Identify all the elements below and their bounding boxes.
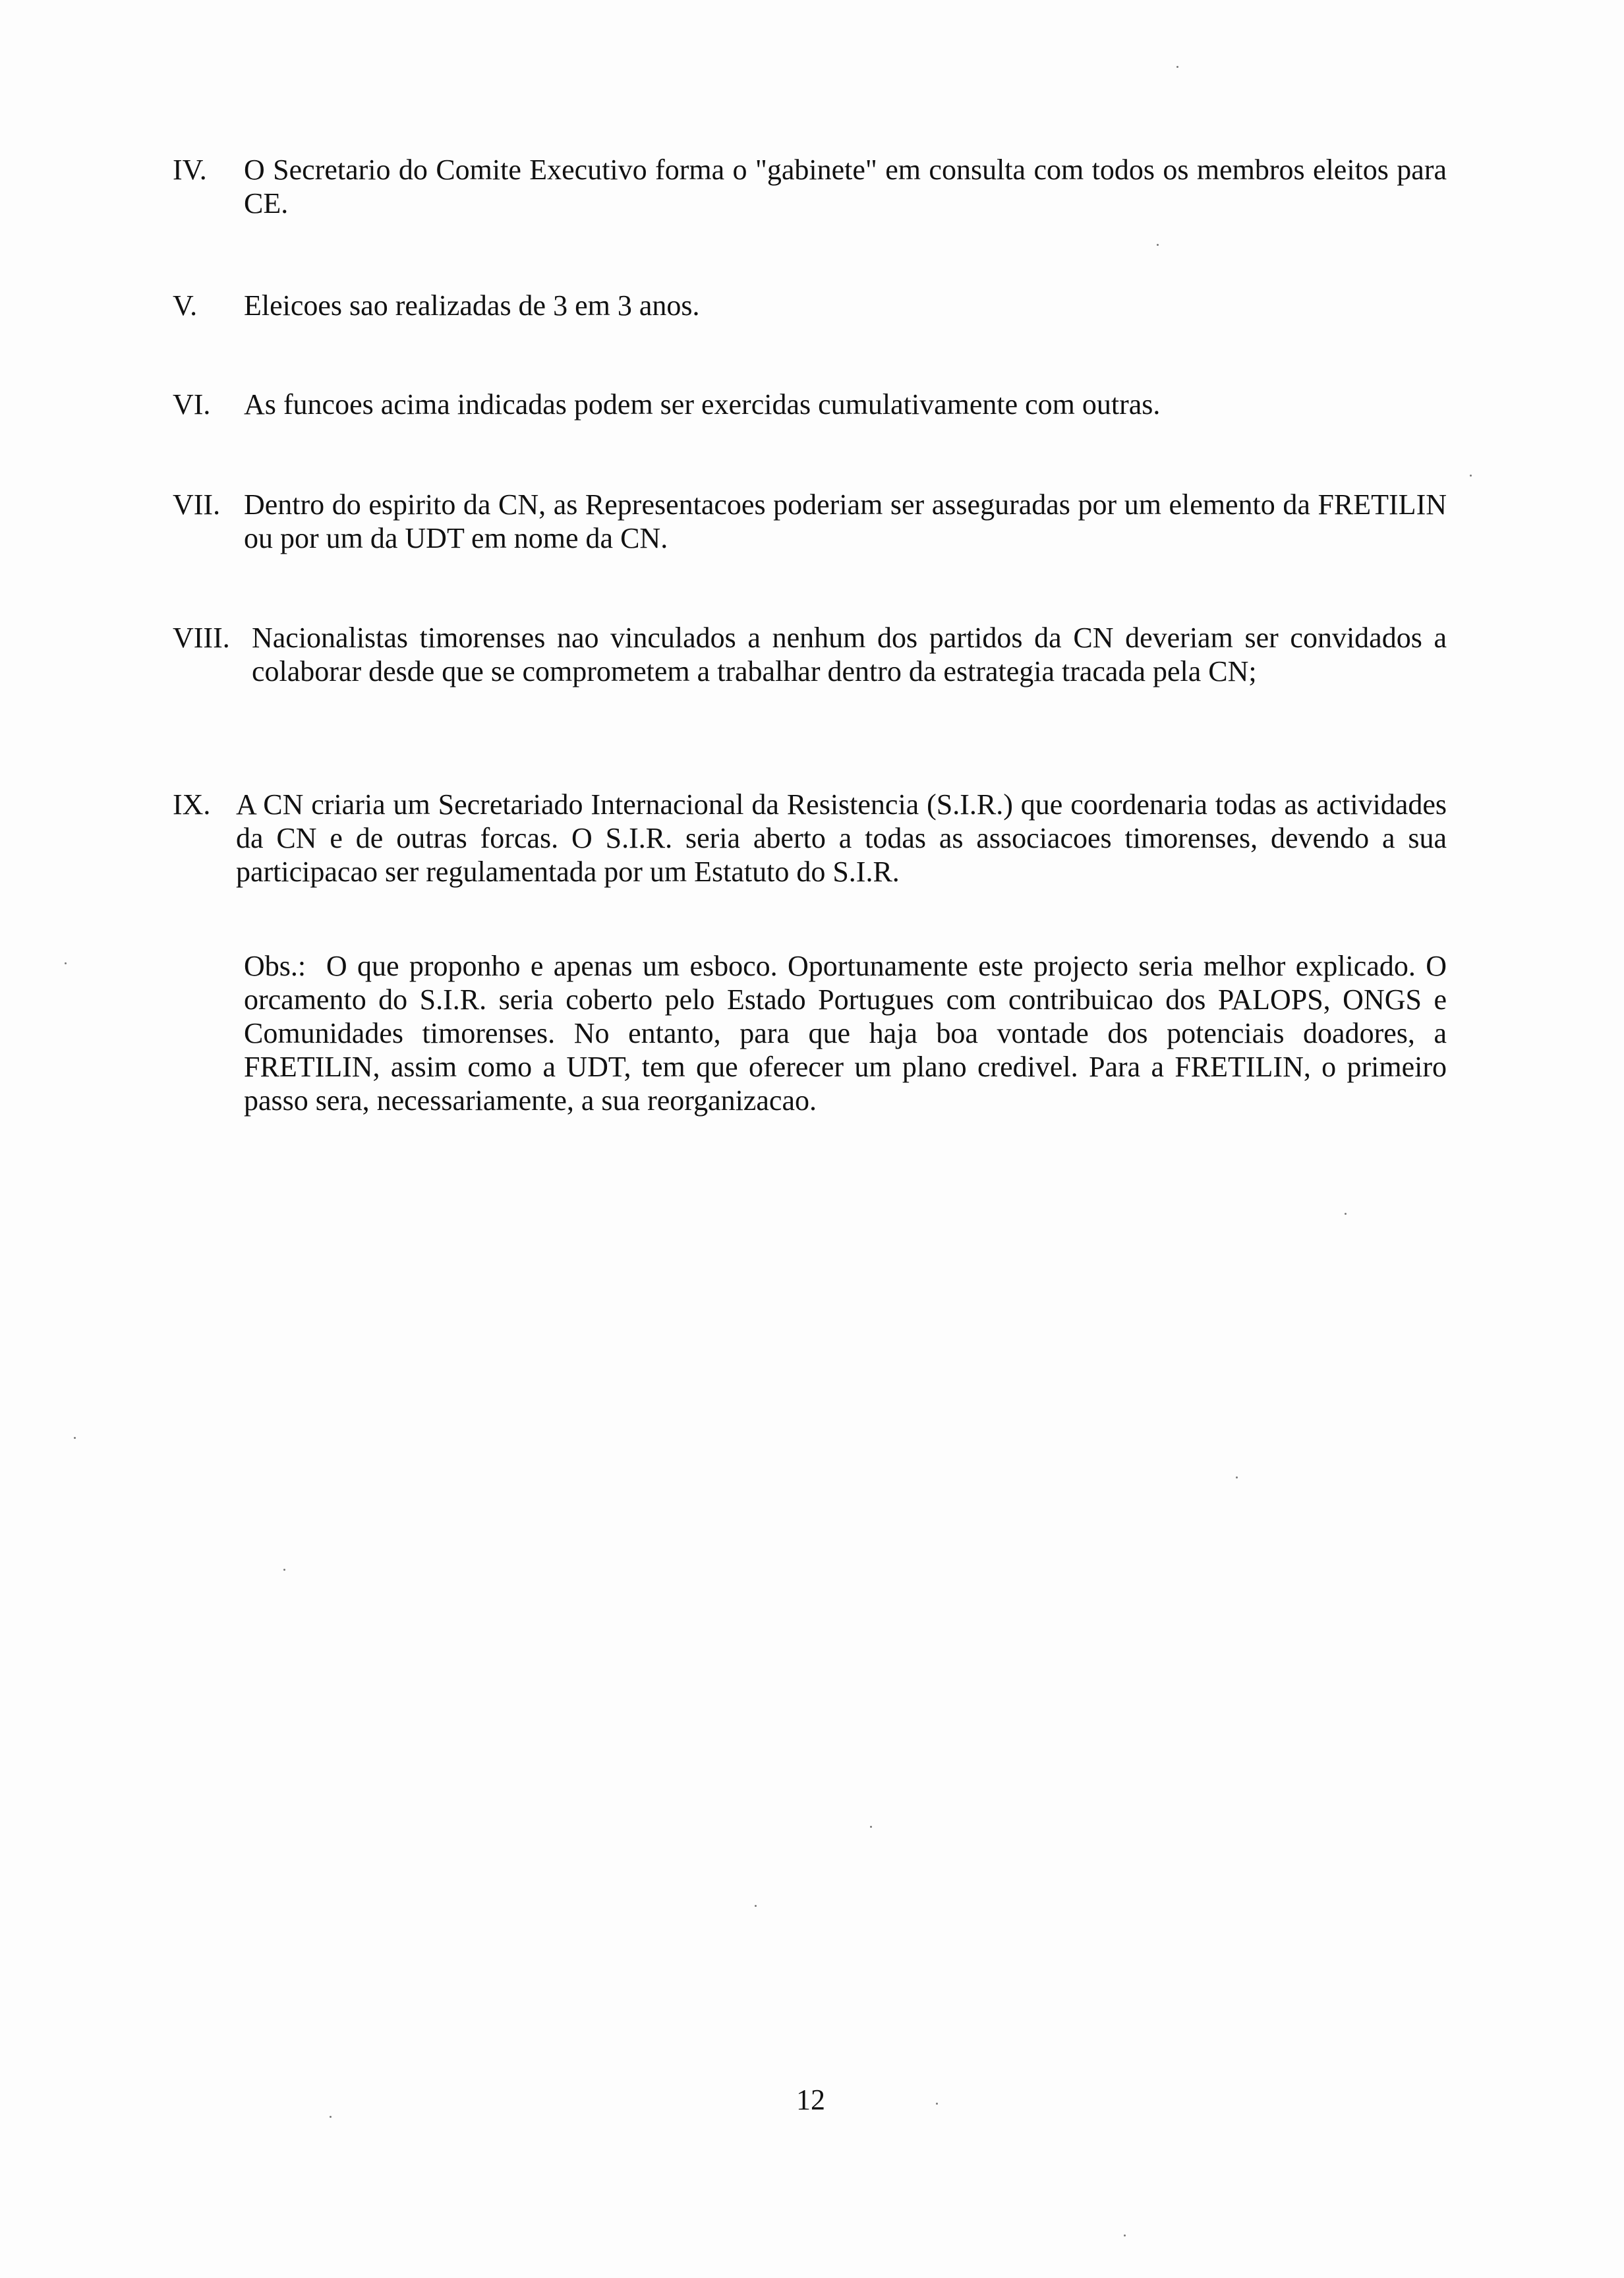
item-numeral: VIII.	[173, 622, 230, 654]
item-numeral: VII.	[173, 488, 221, 521]
scan-speck	[1124, 2234, 1126, 2236]
scan-speck	[1157, 244, 1159, 246]
scan-speck	[65, 962, 67, 964]
observation-text: O que proponho e apenas um esboco. Oportunamente este projecto seria melhor explicado. O orcamento do S.I.R. seria coberto pelo Estado Portugues com contribuicao dos PALOPS, ONGS e Comunidades timorenses. No entanto, para que haja boa vontade dos potenciais doadores, a FRETILIN, assim como a UDT, tem que oferecer um plano credivel. Para a FRETILIN, o primeiro passo sera, necessariamente, a sua reorganizacao.	[244, 950, 1447, 1117]
scan-speck	[1176, 66, 1178, 68]
item-text: O Secretario do Comite Executivo forma o "gabinete" em consulta com todos os membros eleitos para CE.	[244, 154, 1447, 219]
scan-speck	[283, 1569, 285, 1571]
scan-speck	[755, 1905, 757, 1907]
item-numeral: IV.	[173, 154, 207, 186]
observation-label: Obs.:	[244, 950, 306, 982]
page-number: 12	[796, 2084, 825, 2116]
item-text: Eleicoes sao realizadas de 3 em 3 anos.	[244, 289, 700, 322]
item-text: A CN criaria um Secretariado Internacional da Resistencia (S.I.R.) que coordenaria todas as actividades da CN e de outras forcas. O S.I.R. seria aberto a todas as associacoes timorenses, devendo a sua participacao ser regulamentada por um Estatuto do S.I.R.	[236, 788, 1447, 888]
scan-speck	[1470, 475, 1472, 477]
scan-speck	[74, 1437, 76, 1439]
scan-speck	[1345, 1213, 1347, 1215]
item-text: As funcoes acima indicadas podem ser exercidas cumulativamente com outras.	[244, 388, 1161, 421]
scan-speck	[870, 1826, 872, 1828]
item-numeral: IX.	[173, 788, 211, 821]
observation-note	[244, 949, 1447, 1117]
item-text: Dentro do espirito da CN, as Representacoes poderiam ser asseguradas por um elemento da FRETILIN ou por um da UDT em nome da CN.	[244, 488, 1447, 554]
item-text: Nacionalistas timorenses nao vinculados a nenhum dos partidos da CN deveriam ser convidados a colaborar desde que se comprometem a trabalhar dentro da estrategia tracada pela CN;	[252, 622, 1447, 687]
scan-speck	[936, 2103, 938, 2105]
scan-speck	[330, 2116, 332, 2118]
item-numeral: VI.	[173, 388, 211, 421]
item-numeral: V.	[173, 289, 198, 322]
scan-speck	[1236, 1476, 1238, 1478]
